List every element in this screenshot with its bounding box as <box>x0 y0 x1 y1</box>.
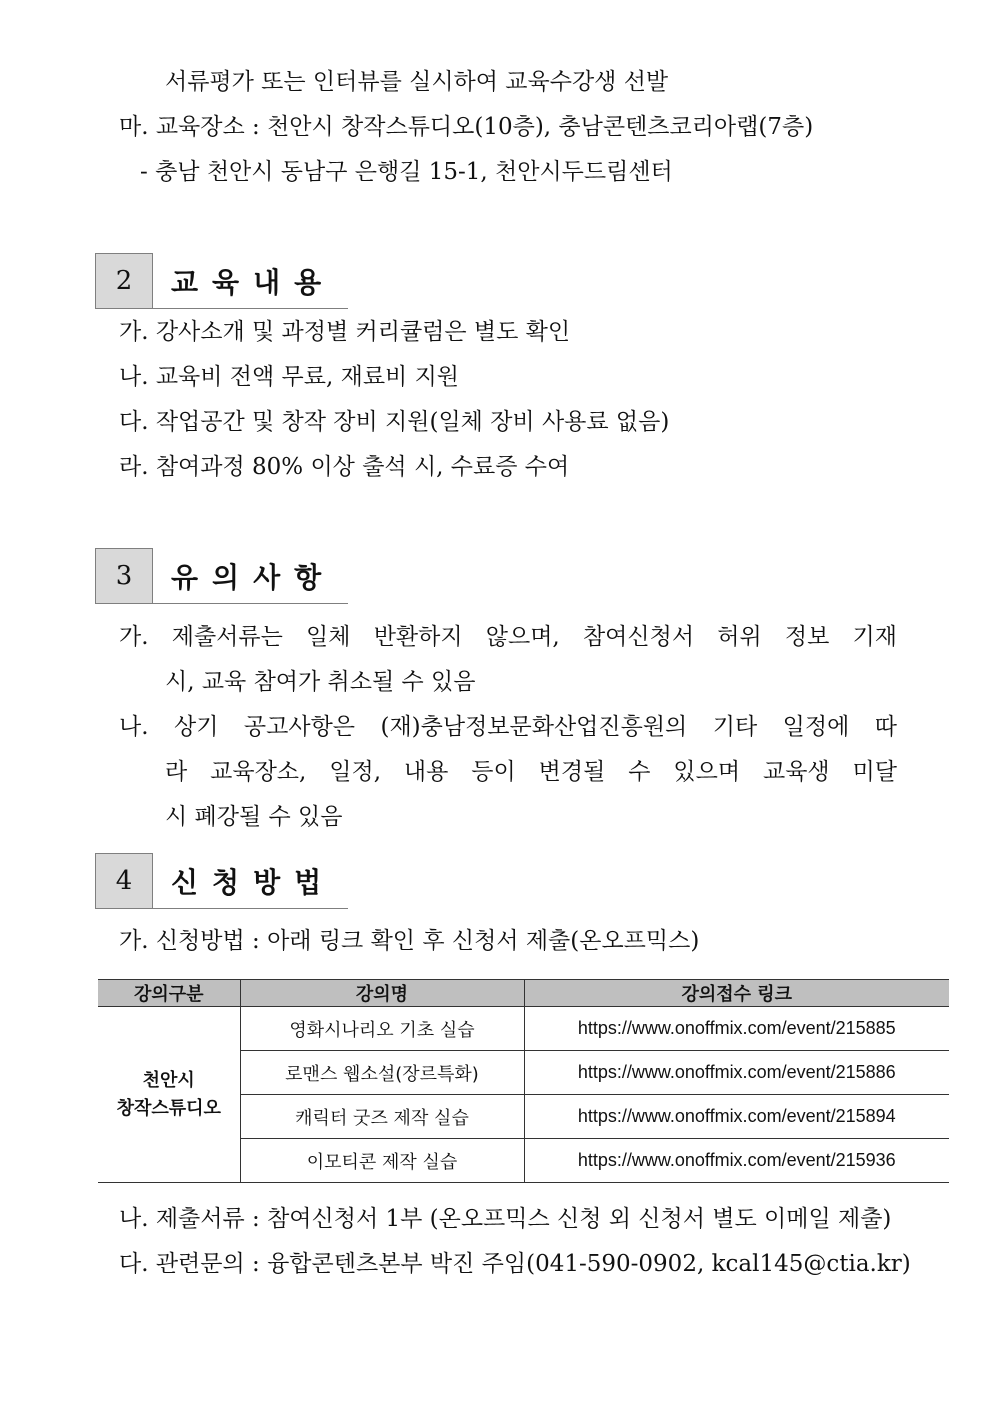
notes-item-continued: 라 교육장소, 일정, 내용 등이 변경될 수 있으며 교육생 미달 <box>165 759 897 785</box>
notes-item: 가. 제출서류는 일체 반환하지 않으며, 참여신청서 허위 정보 기재 <box>119 624 897 650</box>
section-title: 유의사항 <box>171 561 336 594</box>
section-rule <box>152 908 348 909</box>
course-link[interactable]: https://www.onoffmix.com/event/215894 <box>524 1095 949 1139</box>
course-group-line: 천안시 <box>142 1069 195 1091</box>
column-header: 강의접수 링크 <box>524 980 949 1007</box>
course-table <box>98 979 949 1183</box>
section-title: 신청방법 <box>171 866 336 899</box>
course-link[interactable]: https://www.onoffmix.com/event/215885 <box>524 1007 949 1051</box>
section-rule <box>152 603 348 604</box>
section-number: 4 <box>95 853 153 909</box>
apply-method: 가. 신청방법 : 아래 링크 확인 후 신청서 제출(온오프믹스) <box>119 928 700 954</box>
section-2-header <box>95 253 348 309</box>
table-header-row <box>98 980 949 1007</box>
column-header: 강의구분 <box>98 980 240 1007</box>
selection-text: 서류평가 또는 인터뷰를 실시하여 교육수강생 선발 <box>165 69 669 95</box>
venue-item: 마. 교육장소 : 천안시 창작스튜디오(10층), 충남콘텐츠코리아랩(7층) <box>119 114 814 140</box>
course-name: 영화시나리오 기초 실습 <box>240 1007 524 1051</box>
section-3-header <box>95 548 348 604</box>
section-rule <box>152 308 348 309</box>
notes-item-continued: 시 폐강될 수 있음 <box>165 804 343 830</box>
section-4-header <box>95 853 348 909</box>
education-item: 가. 강사소개 및 과정별 커리큘럼은 별도 확인 <box>119 319 571 345</box>
course-name: 로맨스 웹소설(장르특화) <box>240 1051 524 1095</box>
notes-item-continued: 시, 교육 참여가 취소될 수 있음 <box>165 669 476 695</box>
apply-documents: 나. 제출서류 : 참여신청서 1부 (온오프믹스 신청 외 신청서 별도 이메일 제출) <box>119 1206 892 1232</box>
course-group-cell <box>98 1007 240 1183</box>
venue-address: - 충남 천안시 동남구 은행길 15-1, 천안시두드림센터 <box>140 159 673 185</box>
course-link[interactable]: https://www.onoffmix.com/event/215886 <box>524 1051 949 1095</box>
section-number: 2 <box>95 253 153 309</box>
column-header: 강의명 <box>240 980 524 1007</box>
education-item: 라. 참여과정 80% 이상 출석 시, 수료증 수여 <box>119 454 570 480</box>
table-row <box>98 1007 949 1051</box>
notes-item: 나. 상기 공고사항은 (재)충남정보문화산업진흥원의 기타 일정에 따 <box>119 714 897 740</box>
education-item: 나. 교육비 전액 무료, 재료비 지원 <box>119 364 460 390</box>
course-group-line: 창작스튜디오 <box>116 1097 221 1119</box>
education-item: 다. 작업공간 및 창작 장비 지원(일체 장비 사용료 없음) <box>119 409 670 435</box>
apply-contact: 다. 관련문의 : 융합콘텐츠본부 박진 주임(041-590-0902, kcal145@ctia.kr) <box>119 1251 911 1277</box>
course-link[interactable]: https://www.onoffmix.com/event/215936 <box>524 1139 949 1183</box>
section-number: 3 <box>95 548 153 604</box>
course-name: 이모티콘 제작 실습 <box>240 1139 524 1183</box>
section-title: 교육내용 <box>171 266 336 299</box>
course-name: 캐릭터 굿즈 제작 실습 <box>240 1095 524 1139</box>
